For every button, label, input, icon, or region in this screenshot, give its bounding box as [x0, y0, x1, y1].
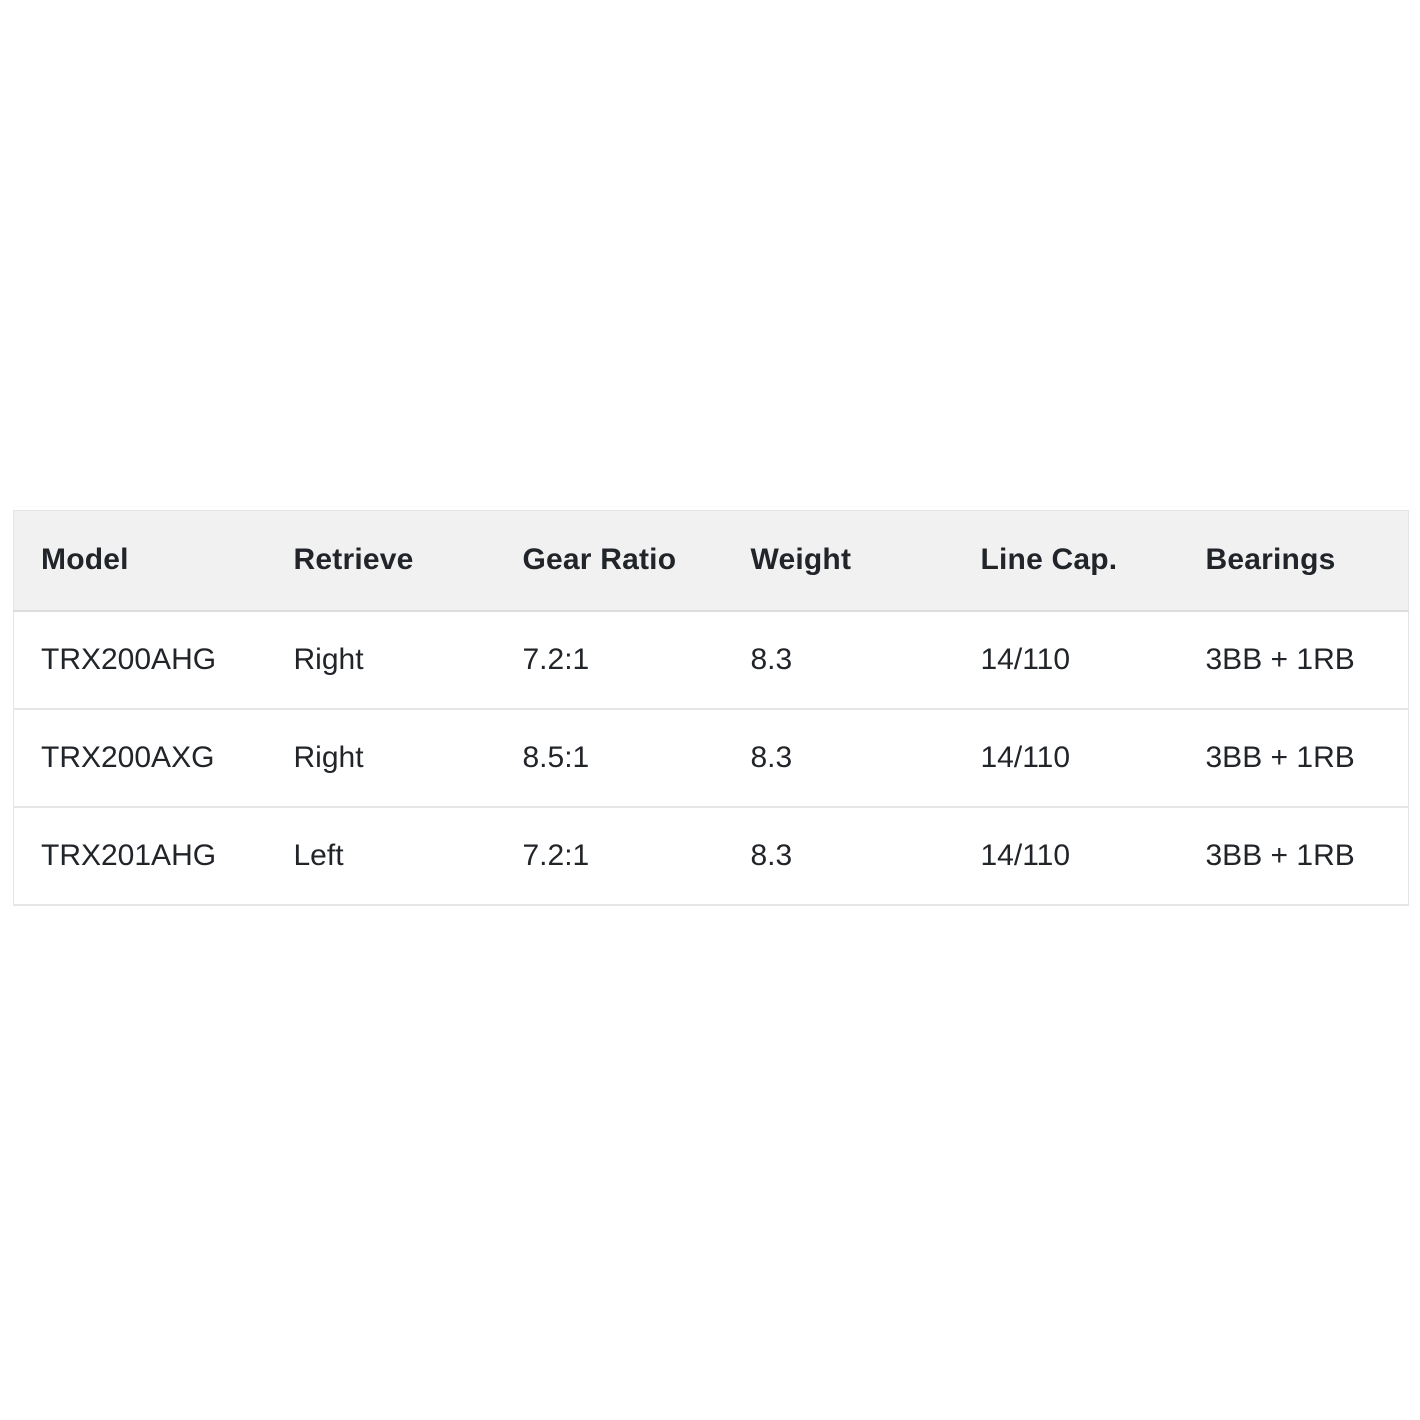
cell-gear-ratio: 7.2:1: [496, 611, 724, 709]
cell-bearings: 3BB + 1RB: [1179, 709, 1409, 807]
cell-model: TRX200AXG: [14, 709, 267, 807]
cell-weight: 8.3: [724, 709, 954, 807]
header-row: [14, 511, 1409, 611]
table-row: [14, 807, 1409, 905]
spec-table-container: [13, 510, 1408, 906]
cell-line-cap: 14/110: [954, 709, 1179, 807]
column-header-gear-ratio: Gear Ratio: [496, 511, 724, 611]
table-row: [14, 709, 1409, 807]
cell-retrieve: Left: [267, 807, 496, 905]
cell-bearings: 3BB + 1RB: [1179, 611, 1409, 709]
cell-line-cap: 14/110: [954, 611, 1179, 709]
cell-retrieve: Right: [267, 709, 496, 807]
cell-retrieve: Right: [267, 611, 496, 709]
cell-model: TRX201AHG: [14, 807, 267, 905]
cell-bearings: 3BB + 1RB: [1179, 807, 1409, 905]
cell-weight: 8.3: [724, 807, 954, 905]
column-header-line-cap: Line Cap.: [954, 511, 1179, 611]
column-header-retrieve: Retrieve: [267, 511, 496, 611]
column-header-model: Model: [14, 511, 267, 611]
cell-gear-ratio: 7.2:1: [496, 807, 724, 905]
spec-table: [13, 510, 1409, 906]
cell-line-cap: 14/110: [954, 807, 1179, 905]
cell-gear-ratio: 8.5:1: [496, 709, 724, 807]
column-header-bearings: Bearings: [1179, 511, 1409, 611]
cell-model: TRX200AHG: [14, 611, 267, 709]
cell-weight: 8.3: [724, 611, 954, 709]
table-row: [14, 611, 1409, 709]
column-header-weight: Weight: [724, 511, 954, 611]
